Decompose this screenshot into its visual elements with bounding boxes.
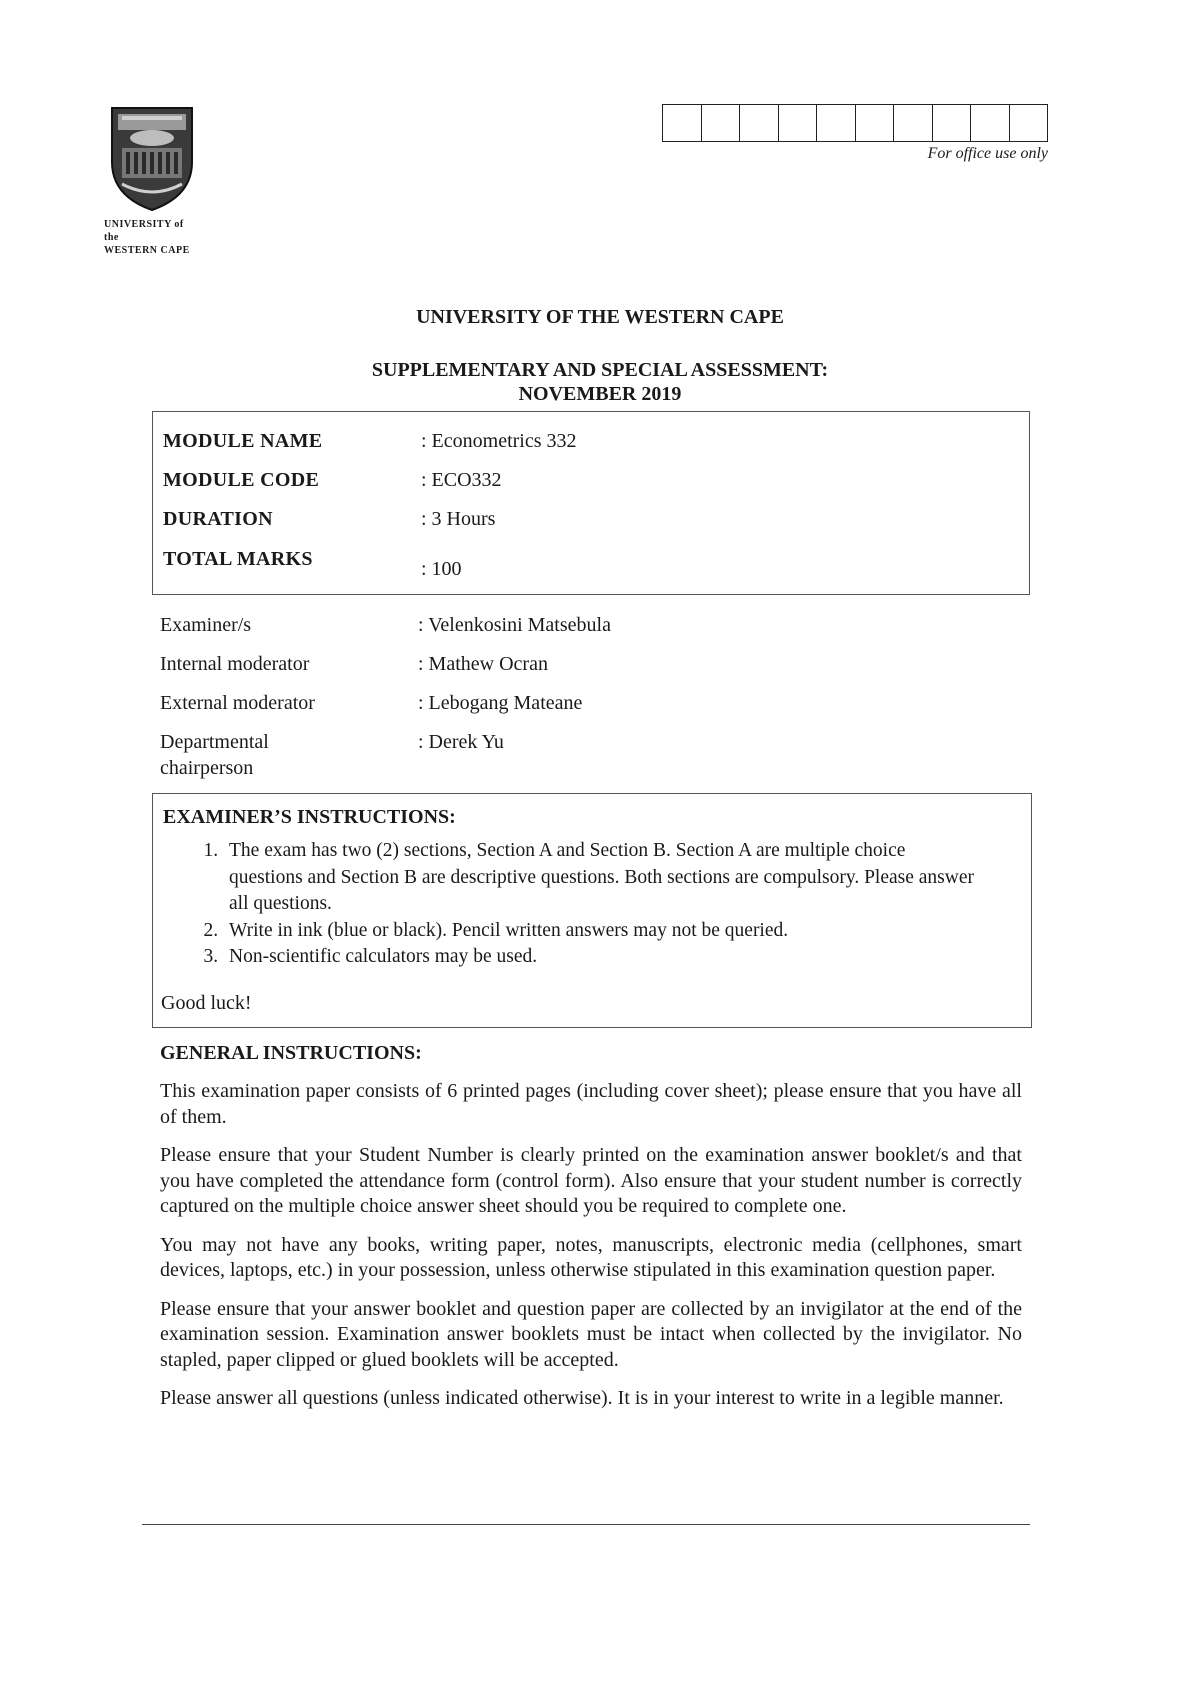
office-use-cell: [663, 105, 702, 141]
office-use-cell: [817, 105, 856, 141]
office-use-cell: [933, 105, 972, 141]
office-use-box: [662, 104, 1048, 163]
office-use-cell: [740, 105, 779, 141]
module-row-key: DURATION: [163, 508, 273, 530]
office-use-label: For office use only: [927, 145, 1048, 162]
general-paragraph: Please answer all questions (unless indicated otherwise). It is in your interest to write in a legible manner.: [160, 1387, 1004, 1409]
module-row-value: : Econometrics 332: [421, 430, 577, 452]
staff-row: [160, 690, 860, 716]
staff-role: Internal moderator: [160, 653, 310, 675]
university-title: UNIVERSITY OF THE WESTERN CAPE: [416, 306, 784, 328]
general-paragraph: You may not have any books, writing paper, notes, manuscripts, electronic media (cellphones, smart devices, laptops, etc.) in your possession, unless otherwise stipulated in this examination question paper.: [160, 1233, 1022, 1281]
assessment-title-line2: NOVEMBER 2019: [518, 383, 682, 405]
staff-name: : Derek Yu: [418, 731, 504, 753]
logo-caption-line1: UNIVERSITY of the: [104, 219, 184, 243]
office-use-cell: [971, 105, 1010, 141]
assessment-title-line1: SUPPLEMENTARY AND SPECIAL ASSESSMENT:: [371, 359, 829, 381]
module-row-value: : 100: [421, 558, 462, 580]
module-row: [163, 430, 577, 453]
staff-row: [160, 729, 860, 781]
office-use-cell: [702, 105, 741, 141]
office-use-cell: [779, 105, 818, 141]
examiner-instructions-box: [152, 793, 1032, 1028]
office-use-cell: [856, 105, 895, 141]
logo-caption: [104, 218, 200, 257]
staff-list: [160, 612, 860, 794]
staff-row: [160, 612, 860, 638]
office-use-grid: [662, 104, 1048, 142]
assessment-title: [0, 358, 1200, 406]
university-crest-icon: [104, 104, 200, 214]
general-paragraph: Please ensure that your Student Number is clearly printed on the examination answer booklet/s and that you have completed the attendance form (control form). Also ensure that your student number is correctly captured on the multiple choice answer sheet should you be required to complete one.: [160, 1144, 1022, 1217]
module-row: [163, 469, 502, 492]
general-instructions: [160, 1042, 1022, 1425]
general-paragraph: This examination paper consists of 6 printed pages (including cover sheet); please ensure that you have all of them.: [160, 1080, 1022, 1128]
list-item: 1. The exam has two (2) sections, Section A and Section B. Section A are multiple choice questions and Section B are descriptive questions. Both sections are compulsory. Please answer all questions.: [223, 838, 983, 918]
examiner-instructions-list: [183, 838, 983, 971]
module-row-key: MODULE CODE: [163, 469, 320, 491]
module-row: [163, 548, 462, 581]
module-row: [163, 508, 495, 531]
general-paragraph: Please ensure that your answer booklet and question paper are collected by an invigilator at the end of the examination session. Examination answer booklets must be intact when collected by the invigilator. No stapled, paper clipped or glued booklets will be accepted.: [160, 1297, 1022, 1371]
list-item: 3. Non-scientific calculators may be used.: [223, 944, 983, 971]
module-row-value: : ECO332: [421, 469, 502, 491]
logo-caption-line2: WESTERN CAPE: [104, 245, 190, 256]
good-luck-text: Good luck!: [161, 992, 252, 1014]
staff-role: Departmental chairperson: [160, 731, 269, 779]
module-row-value: : 3 Hours: [421, 508, 496, 530]
university-logo: [104, 104, 200, 257]
bottom-divider: [142, 1524, 1030, 1525]
staff-name: : Velenkosini Matsebula: [418, 614, 611, 636]
staff-role: External moderator: [160, 692, 315, 714]
module-details-box: [152, 411, 1030, 595]
staff-role: Examiner/s: [160, 614, 252, 636]
staff-name: : Lebogang Mateane: [418, 692, 583, 714]
module-row-key: TOTAL MARKS: [163, 548, 313, 570]
general-instructions-heading: GENERAL INSTRUCTIONS:: [160, 1042, 422, 1064]
staff-row: [160, 651, 860, 677]
office-use-cell: [894, 105, 933, 141]
module-row-key: MODULE NAME: [163, 430, 323, 452]
staff-name: : Mathew Ocran: [418, 653, 548, 675]
office-use-cell: [1010, 105, 1049, 141]
list-item: 2. Write in ink (blue or black). Pencil written answers may not be queried.: [223, 918, 983, 945]
examiner-instructions-heading: EXAMINER’S INSTRUCTIONS:: [163, 806, 456, 828]
